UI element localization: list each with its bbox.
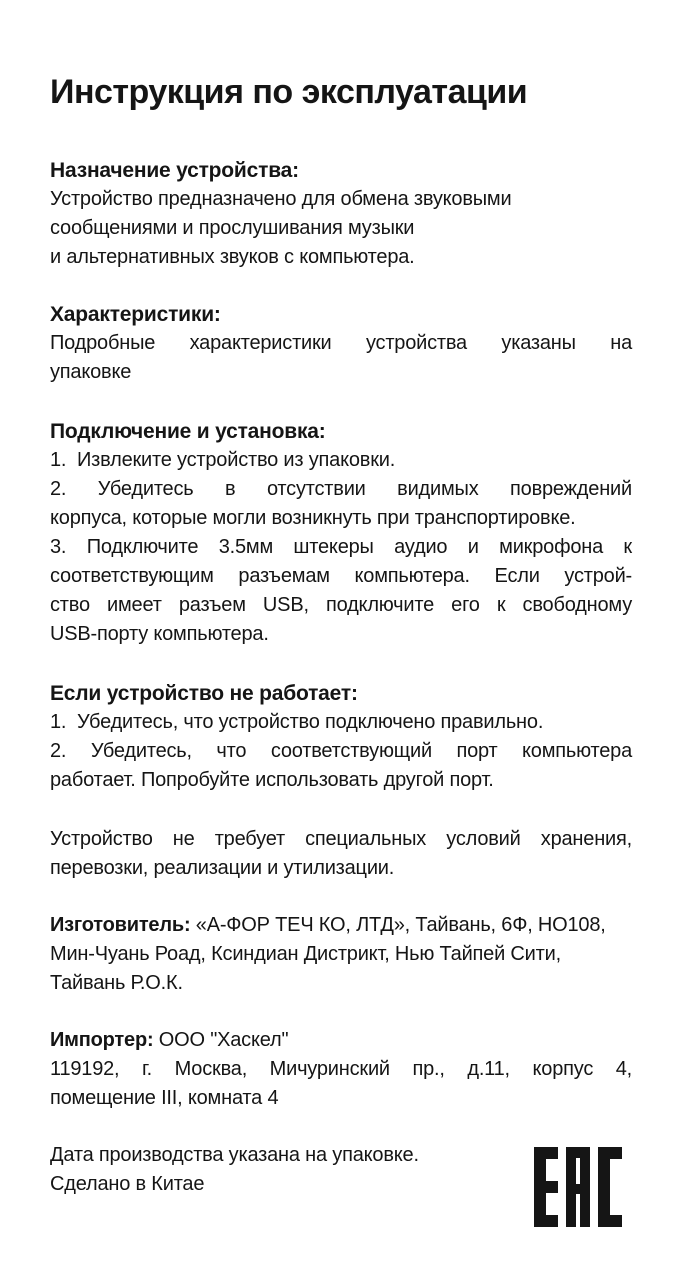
section-production [50,1141,632,1227]
list-item-line: 1. Убедитесь, что устройство подключено правильно. [50,711,544,733]
list-item-line: 2. Убедитесь, что соответствующий порт компьютера [50,740,632,762]
importer-value: ООО "Хаскел" [153,1029,289,1051]
section-heading: Назначение устройства: [50,159,299,182]
production-text [50,1141,419,1199]
importer-label: Импортер: [50,1029,154,1051]
document-title: Инструкция по эксплуатации [50,73,528,111]
paragraph-line [50,911,632,940]
section-storage [50,825,632,883]
paragraph-line: Дата производства указана на упаковке. [50,1144,419,1166]
paragraph-line: сообщениями и прослушивания музыки [50,217,415,239]
paragraph-line: Тайвань Р.О.К. [50,972,183,994]
section-heading: Подключение и установка: [50,420,326,443]
section-heading: Если устройство не работает: [50,682,358,705]
paragraph-line: Устройство не требует специальных условий хранения, [50,828,632,850]
section-heading: Характеристики: [50,303,221,326]
paragraph-line: 119192, г. Москва, Мичуринский пр., д.11, корпус 4, [50,1058,632,1080]
list-item-line: USB-порту компьютера. [50,623,269,645]
manufacturer-value: «А-ФОР ТЕЧ КО, ЛТД», Тайвань, 6Ф, НО108, [190,914,606,936]
paragraph-line: и альтернативных звуков с компьютера. [50,246,415,268]
paragraph-line: Подробные характеристики устройства указаны на [50,332,632,354]
list-item-line: 2. Убедитесь в отсутствии видимых повреждений [50,478,632,500]
list-item-line: соответствующим разъемам компьютера. Если устрой- [50,565,632,587]
section-specs [50,300,632,387]
list-item-line: 3. Подключите 3.5мм штекеры аудио и микрофона к [50,536,632,558]
manufacturer-label: Изготовитель: [50,914,191,936]
paragraph-line [50,1026,632,1055]
section-purpose [50,156,632,272]
section-manufacturer [50,911,632,998]
paragraph-line: Мин-Чуань Роад, Ксиндиан Дистрикт, Нью Тайпей Сити, [50,943,561,965]
paragraph-line: Устройство предназначено для обмена звуковыми [50,188,512,210]
list-item-line: ство имеет разъем USB, подключите его к свободному [50,594,632,616]
section-troubleshooting [50,679,632,795]
section-importer [50,1026,632,1113]
list-item-line: работает. Попробуйте использовать другой порт. [50,769,494,791]
section-setup [50,417,632,649]
paragraph-line: перевозки, реализации и утилизации. [50,857,395,879]
list-item-line: 1. Извлеките устройство из упаковки. [50,449,396,471]
paragraph-line: упаковке [50,361,132,383]
eac-conformity-mark-icon [534,1147,622,1227]
paragraph-line: помещение III, комната 4 [50,1087,279,1109]
paragraph-line: Сделано в Китае [50,1173,205,1195]
list-item-line: корпуса, которые могли возникнуть при транспортировке. [50,507,576,529]
